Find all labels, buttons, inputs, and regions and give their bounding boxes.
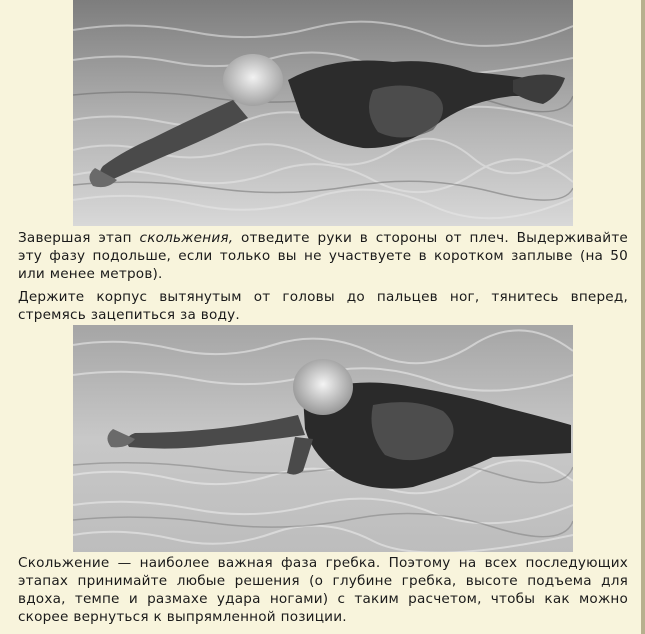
page-right-border [641,0,645,634]
paragraph-1-text-end: отведите руки в стороны от плеч. Выдерживайте эту фазу подольше, если только вы не участвуете в коротком заплыве (на 50 или менее метров). [18,230,628,282]
paragraph-body-extended: Держите корпус вытянутым от головы до пальцев ног, тянитесь вперед, стремясь зацепиться за воду. [18,289,628,323]
paragraph-1-emphasis: скольжения, [139,230,234,246]
swimmer-glide-photo-1 [73,0,573,226]
swimmer-glide-photo-2 [73,325,573,552]
paragraph-glide-phase-arms [18,229,628,283]
paragraph-glide-importance: Скольжение — наиболее важная фаза гребка. Поэтому на всех последующих этапах принимайте любые решения (о глубине гребка, высоте подъема для вдоха, темпе и размахе удара ногами) с таким расчетом, чтобы как можно скорее вернуться к выпрямленной позиции. [18,555,628,625]
paragraph-1-text-start: Завершая этап [18,230,140,246]
swimmer-photo-graphic-1 [73,0,573,226]
swimmer-photo-graphic-2 [73,325,573,552]
